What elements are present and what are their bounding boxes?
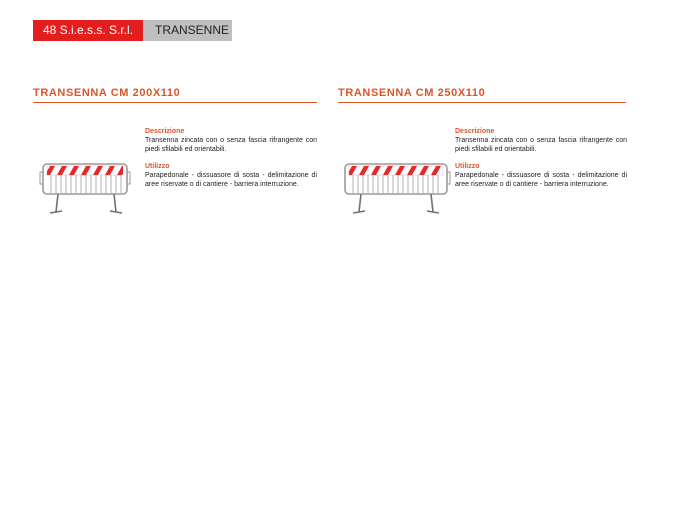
description-text: Transenna zincata con o senza fascia rifrangente con piedi sfilabili ed orientabili. <box>455 137 627 153</box>
product-title: TRANSENNA CM 250X110 <box>338 87 486 99</box>
description-text: Transenna zincata con o senza fascia rifrangente con piedi sfilabili ed orientabili. <box>145 137 317 153</box>
usage-text: Parapedonale - dissuasore di sosta - delimitazione di aree riservate o di cantiere - barriera interruzione. <box>455 172 627 188</box>
usage-text: Parapedonale - dissuasore di sosta - delimitazione di aree riservate o di cantiere - barriera interruzione. <box>145 172 317 188</box>
title-divider <box>33 102 317 103</box>
page-header <box>33 20 232 41</box>
title-divider <box>338 102 626 103</box>
description-label: Descrizione <box>455 128 495 135</box>
barrier-image <box>38 162 134 218</box>
page-number-company: 48 S.i.e.s.s. S.r.l. <box>33 20 143 41</box>
product-details <box>455 127 627 189</box>
usage-label: Utilizzo <box>455 163 480 170</box>
section-title: TRANSENNE <box>143 20 232 41</box>
product-card-200x110 <box>33 87 318 237</box>
usage-label: Utilizzo <box>145 163 170 170</box>
barrier-image <box>343 162 453 218</box>
product-details <box>145 127 317 189</box>
product-card-250x110 <box>338 87 627 237</box>
description-label: Descrizione <box>145 128 185 135</box>
product-title: TRANSENNA CM 200X110 <box>33 87 181 99</box>
